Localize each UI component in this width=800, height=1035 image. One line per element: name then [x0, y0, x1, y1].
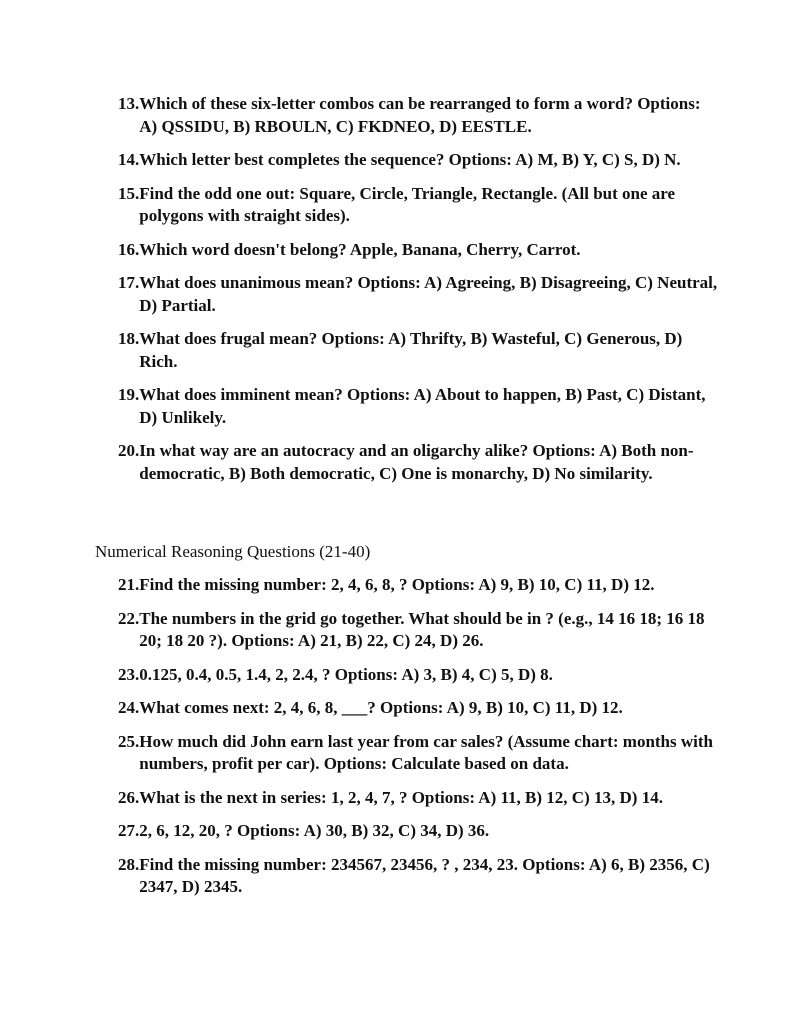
question-item — [118, 697, 718, 720]
question-text: Find the missing number: 234567, 23456, ? , 234, 23. Options: A) 6, B) 2356, C) 2347, D) 2345. — [139, 854, 710, 896]
verbal-question-list — [118, 93, 718, 496]
question-text: How much did John earn last year from car sales? (Assume chart: months with numbers, profit per car). Options: Calculate based on data. — [139, 731, 713, 773]
question-item — [118, 328, 718, 373]
question-item — [118, 731, 718, 776]
question-text: Which word doesn't belong? Apple, Banana, Cherry, Carrot. — [139, 239, 581, 259]
question-text: 0.125, 0.4, 0.5, 1.4, 2, 2.4, ? Options: A) 3, B) 4, C) 5, D) 8. — [139, 664, 553, 684]
question-number: 24. — [118, 698, 140, 717]
question-number: 20. — [118, 441, 140, 460]
question-item — [118, 440, 718, 485]
question-number: 27. — [118, 821, 140, 840]
question-text: What does unanimous mean? Options: A) Agreeing, B) Disagreeing, C) Neutral, D) Partial. — [139, 273, 718, 315]
question-number: 25. — [118, 731, 140, 751]
question-number: 18. — [118, 329, 140, 348]
question-number: 13. — [118, 94, 140, 113]
question-item — [118, 93, 718, 138]
question-text: In what way are an autocracy and an oligarchy alike? Options: A) Both non-democratic, B) Both democratic, C) One is monarchy, D) No similarity. — [139, 441, 694, 483]
question-text: What comes next: 2, 4, 6, 8, ___? Options: A) 9, B) 10, C) 11, D) 12. — [139, 698, 623, 717]
question-item — [118, 183, 718, 228]
numerical-question-list — [118, 574, 718, 910]
question-item — [118, 787, 718, 810]
question-number: 21. — [118, 575, 140, 594]
question-item — [118, 384, 718, 429]
question-text: Which of these six-letter combos can be rearranged to form a word? Options: A) QSSIDU, B) RBOULN, C) FKDNEO, D) EESTLE. — [139, 94, 701, 136]
question-text: The numbers in the grid go together. What should be in ? (e.g., 14 16 18; 16 18 20; 18 20 ?). Options: A) 21, B) 22, C) 24, D) 26. — [139, 608, 705, 650]
question-number: 14. — [118, 150, 140, 169]
question-text: What is the next in series: 1, 2, 4, 7, ? Options: A) 11, B) 12, C) 13, D) 14. — [139, 787, 663, 807]
question-item — [118, 272, 718, 317]
question-item — [118, 574, 718, 597]
question-number: 22. — [118, 608, 140, 628]
question-text: What does imminent mean? Options: A) About to happen, B) Past, C) Distant, D) Unlikely. — [139, 385, 706, 427]
question-number: 23. — [118, 664, 140, 684]
question-number: 19. — [118, 385, 140, 404]
question-text: What does frugal mean? Options: A) Thrifty, B) Wasteful, C) Generous, D) Rich. — [139, 329, 683, 371]
question-text: 2, 6, 12, 20, ? Options: A) 30, B) 32, C) 34, D) 36. — [139, 821, 490, 840]
question-item — [118, 239, 718, 262]
question-number: 17. — [118, 273, 140, 292]
question-item — [118, 149, 718, 172]
question-item — [118, 854, 718, 899]
question-item — [118, 608, 718, 653]
question-item — [118, 664, 718, 687]
question-number: 26. — [118, 787, 140, 807]
section-heading: Numerical Reasoning Questions (21-40) — [95, 542, 371, 561]
question-text: Find the odd one out: Square, Circle, Triangle, Rectangle. (All but one are polygons with straight sides). — [139, 183, 676, 225]
question-text: Find the missing number: 2, 4, 6, 8, ? Options: A) 9, B) 10, C) 11, D) 12. — [139, 575, 655, 594]
question-number: 28. — [118, 854, 140, 874]
question-number: 16. — [118, 239, 140, 259]
question-number: 15. — [118, 183, 140, 203]
question-item — [118, 820, 718, 843]
question-text: Which letter best completes the sequence? Options: A) M, B) Y, C) S, D) N. — [139, 150, 681, 169]
